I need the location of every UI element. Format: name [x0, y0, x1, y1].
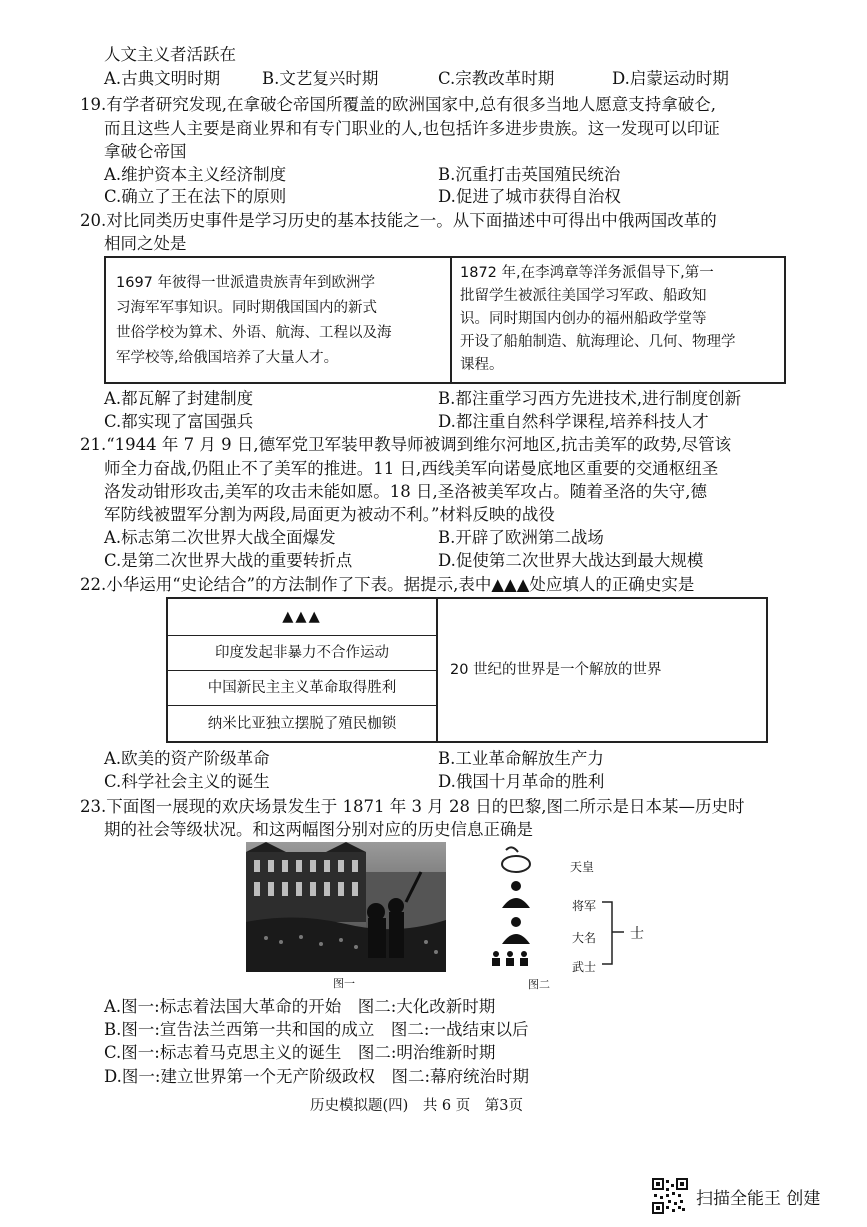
q23-stem-line1: 23.下面图一展现的欢庆场景发生于 1871 年 3 月 28 日的巴黎,图二所示是日本某—历史时: [80, 797, 745, 816]
q20-left-line1: 1697 年彼得一世派遣贵族青年到欧洲学: [116, 275, 376, 291]
q19-stem-line2: 而且这些人主要是商业界和有专门职业的人,也包括许多进步贵族。这一发现可以印证: [104, 119, 720, 138]
q20-divider: [450, 258, 452, 382]
q19-stem-line1: 19.有学者研究发现,在拿破仑帝国所覆盖的欧洲国家中,总有很多当地人愿意支持拿破仑,: [80, 95, 716, 114]
q20-option-c: C.都实现了富国强兵: [104, 412, 254, 431]
q20-stem-line2: 相同之处是: [104, 234, 187, 253]
watermark-text: 扫描全能王 创建: [696, 1189, 821, 1209]
q20-left-line3: 世俗学校为算术、外语、航海、工程以及海: [116, 325, 392, 341]
q22-fact-row: 印度发起非暴力不合作运动: [168, 635, 436, 671]
q22-option-b: B.工业革命解放生产力: [438, 749, 604, 768]
q22-fact-row: 纳米比亚独立摆脱了殖民枷锁: [168, 705, 436, 742]
q18-option-d: D.启蒙运动时期: [612, 69, 729, 88]
q21-option-c: C.是第二次世界大战的重要转折点: [104, 551, 353, 570]
q18-option-b: B.文艺复兴时期: [262, 69, 379, 88]
figure-2-hierarchy-diagram: [484, 842, 574, 974]
q21-option-a: A.标志第二次世界大战全面爆发: [104, 528, 336, 547]
figure-1-commune-photo: [246, 842, 446, 972]
samurai-icons: [492, 951, 528, 966]
q20-option-d: D.都注重自然科学课程,培养科技人才: [438, 412, 709, 431]
q20-right-line1: 1872 年,在李鸿章等洋务派倡导下,第一: [460, 265, 714, 281]
q22-option-a: A.欧美的资产阶级革命: [104, 749, 270, 768]
q22-conclusion: 20 世纪的世界是一个解放的世界: [450, 662, 662, 678]
bracket-icon: [600, 900, 630, 968]
label-shi-group: 士: [630, 926, 644, 942]
shogun-icon: [502, 881, 530, 908]
q21-option-b: B.开辟了欧洲第二战场: [438, 528, 604, 547]
qr-code-icon: [652, 1178, 688, 1214]
q21-stem-line4: 军防线被盟军分割为两段,局面更为被动不利。”材料反映的战役: [104, 505, 555, 524]
q20-left-line2: 习海军军事知识。同时期俄国国内的新式: [116, 300, 377, 316]
q23-option-c: C.图一:标志着马克思主义的诞生 图二:明治维新时期: [104, 1043, 496, 1062]
label-shogun: 将军: [572, 899, 597, 913]
q20-option-a: A.都瓦解了封建制度: [104, 389, 254, 408]
q22-facts-column: [168, 599, 436, 741]
q18-option-a: A.古典文明时期: [104, 69, 221, 88]
q18-stem: 人文主义者活跃在: [104, 45, 236, 64]
q23-option-b: B.图一:宣告法兰西第一共和国的成立 图二:一战结束以后: [104, 1020, 529, 1039]
q22-option-c: C.科学社会主义的诞生: [104, 772, 270, 791]
label-samurai: 武士: [572, 960, 597, 974]
q23-option-a: A.图一:标志着法国大革命的开始 图二:大化改新时期: [104, 997, 496, 1016]
page-footer: 历史模拟题(四) 共 6 页 第3页: [310, 1098, 523, 1114]
q22-table: [166, 597, 768, 743]
q23-stem-line2: 期的社会等级状况。和这两幅图分别对应的历史信息正确是: [104, 820, 533, 839]
label-daimyo: 大名: [572, 931, 597, 945]
q20-right-line3: 识。同时期国内创办的福州船政学堂等: [460, 311, 707, 327]
q21-option-d: D.促使第二次世界大战达到最大规模: [438, 551, 704, 570]
q23-option-d: D.图一:建立世界第一个无产阶级政权 图二:幕府统治时期: [104, 1067, 530, 1086]
q18-option-c: C.宗教改革时期: [438, 69, 555, 88]
q20-stem-line1: 20.对比同类历史事件是学习历史的基本技能之一。从下面描述中可得出中俄两国改革的: [80, 211, 717, 230]
figure-1-caption: 图一: [333, 977, 355, 990]
q22-fact-row: 中国新民主主义革命取得胜利: [168, 670, 436, 706]
q21-stem-line2: 师全力奋战,仍阻止不了美军的推进。11 日,西线美军向诺曼底地区重要的交通枢纽圣: [104, 459, 719, 478]
q19-option-a: A.维护资本主义经济制度: [104, 165, 287, 184]
q19-stem-line3: 拿破仑帝国: [104, 142, 187, 161]
q22-stem: 22.小华运用“史论结合”的方法制作了下表。据提示,表中▲▲▲处应填人的正确史实是: [80, 575, 695, 594]
q20-right-line2: 批留学生被派往美国学习军政、船政知: [460, 288, 707, 304]
q22-divider: [436, 599, 438, 741]
q19-option-d: D.促进了城市获得自治权: [438, 187, 621, 206]
figure-2-caption: 图二: [528, 978, 550, 991]
q21-stem-line3: 洛发动钳形攻击,美军的攻击未能如愿。18 日,圣洛被美军攻占。随着圣洛的失守,德: [104, 482, 707, 501]
q22-blank-row: ▲▲▲: [282, 609, 322, 625]
q20-option-b: B.都注重学习西方先进技术,进行制度创新: [438, 389, 742, 408]
q20-comparison-box: [104, 256, 786, 384]
emperor-icon: [502, 847, 530, 872]
label-emperor: 天皇: [570, 860, 595, 874]
q19-option-c: C.确立了王在法下的原则: [104, 187, 287, 206]
q19-option-b: B.沉重打击英国殖民统治: [438, 165, 621, 184]
q20-right-line4: 开设了船舶制造、航海理论、几何、物理学: [460, 334, 736, 350]
q20-left-line4: 军学校等,给俄国培养了大量人才。: [116, 350, 339, 366]
q21-stem-line1: 21.“1944 年 7 月 9 日,德军党卫军装甲教导师被调到维尔河地区,抗击美军的政势,尽管该: [80, 435, 732, 454]
q20-right-line5: 课程。: [460, 357, 504, 373]
q22-option-d: D.俄国十月革命的胜利: [438, 772, 605, 791]
daimyo-icon: [502, 917, 530, 944]
